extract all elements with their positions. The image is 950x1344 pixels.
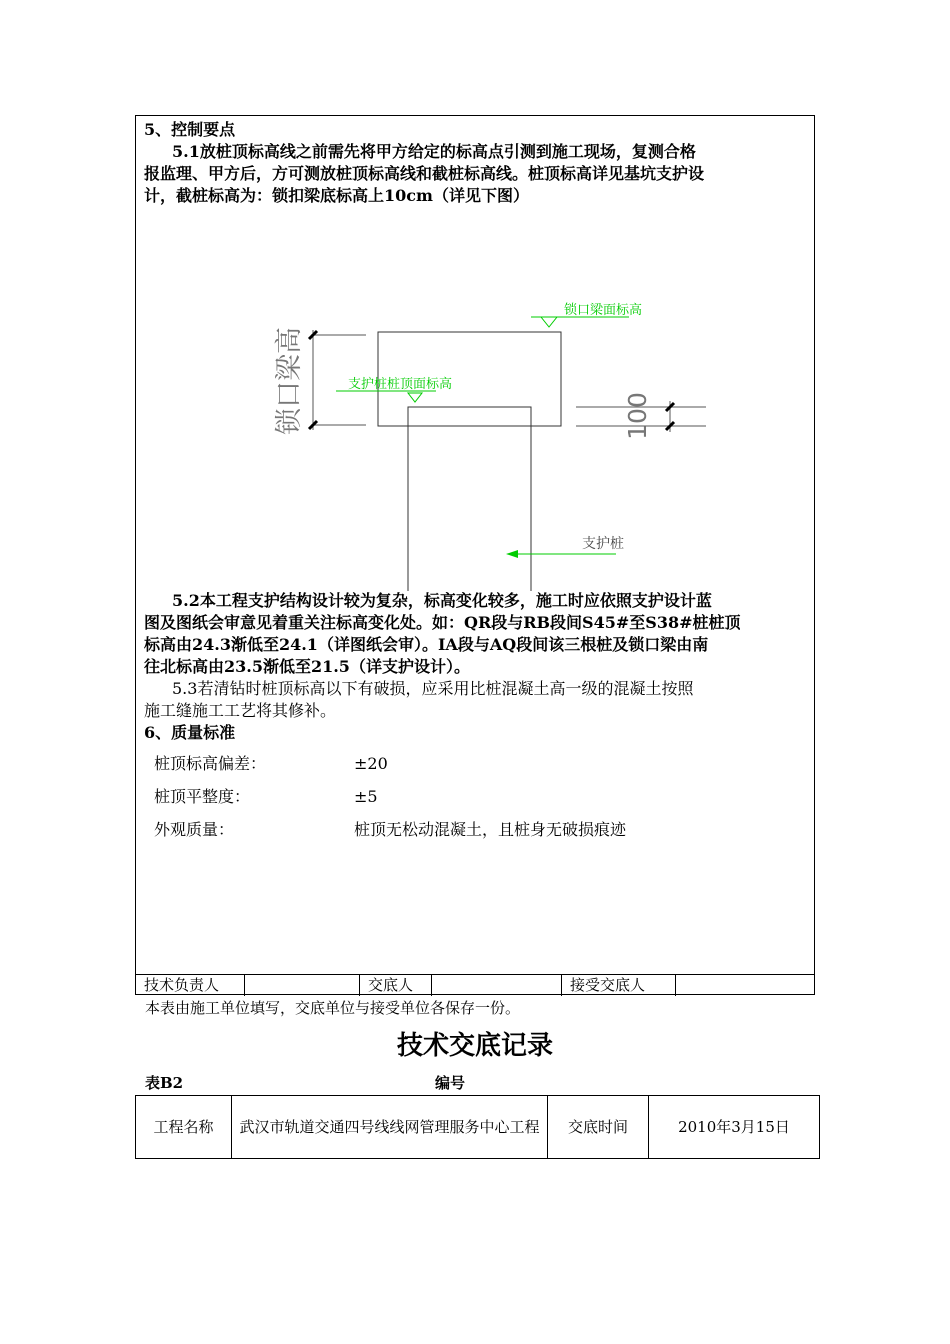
project-info-table <box>135 1095 820 1159</box>
pile-top-label: 支护桩桩顶面标高 <box>348 377 453 392</box>
section-6-heading: 6、质量标准 <box>144 723 236 742</box>
para-5-3-line-2: 施工缝施工工艺将其修补。 <box>144 701 337 720</box>
serial-number-label: 编号 <box>435 1074 466 1092</box>
footnote: 本表由施工单位填写，交底单位与接受单位各保存一份。 <box>145 999 521 1017</box>
pile-top-elevation-marker <box>408 393 422 402</box>
quality-item-label: 外观质量： <box>154 820 235 839</box>
para-5-1-line-1: 5.1放桩顶标高线之前需先将甲方给定的标高点引测到施工现场，复测合格 <box>172 142 696 161</box>
para-5-3-line-1: 5.3若清钻时桩顶标高以下有破损，应采用比桩混凝土高一级的混凝土按照 <box>172 679 694 698</box>
beam-top-label: 锁口梁面标高 <box>564 303 643 318</box>
pile-cut-elevation-diagram <box>236 206 756 591</box>
disclosure-date-value: 2010年3月15日 <box>649 1096 820 1159</box>
pile-leader-arrow <box>506 550 518 558</box>
project-name-value: 武汉市轨道交通四号线线网管理服务中心工程 <box>232 1096 548 1159</box>
para-5-2-line-4: 往北标高由23.5渐低至21.5（详支护设计）。 <box>144 657 470 676</box>
para-5-1-line-3: 计，截桩标高为：锁扣梁底标高上10cm（详见下图） <box>144 186 529 205</box>
project-name-label: 工程名称 <box>136 1096 232 1159</box>
table-number: 表B2 <box>145 1074 184 1092</box>
beam-top-elevation-marker <box>541 317 557 327</box>
signature-row <box>136 974 814 996</box>
form-title: 技术交底记录 <box>396 1031 553 1061</box>
disclosure-date-label: 交底时间 <box>548 1096 649 1159</box>
quality-item-label: 桩顶标高偏差： <box>154 754 267 773</box>
para-5-2-line-2: 图及图纸会审意见着重关注标高变化处。如：QR段与RB段间S45#至S38#桩桩顶 <box>144 613 741 632</box>
cut-dimension-label: 100 <box>623 392 652 440</box>
receiver-label: 接受交底人 <box>570 976 646 994</box>
presenter-label: 交底人 <box>368 976 414 994</box>
para-5-1-line-2: 报监理、甲方后，方可测放桩顶标高线和截桩标高线。桩顶标高详见基坑支护设 <box>144 164 705 183</box>
section-5-heading: 5、控制要点 <box>144 120 236 139</box>
disclosure-content-box <box>135 115 815 995</box>
quality-item-label: 桩顶平整度： <box>154 787 251 806</box>
pile-label: 支护桩 <box>582 536 624 552</box>
beam-height-label: 锁口梁高 <box>274 327 305 435</box>
quality-item-value: ±20 <box>354 754 388 773</box>
support-pile-body <box>408 407 531 591</box>
quality-item-value: ±5 <box>354 787 378 806</box>
para-5-2-line-1: 5.2本工程支护结构设计较为复杂，标高变化较多，施工时应依照支护设计蓝 <box>172 591 712 610</box>
tech-lead-label: 技术负责人 <box>144 976 220 994</box>
support-pile-outline <box>408 407 531 591</box>
quality-item-value: 桩顶无松动混凝土，且桩身无破损痕迹 <box>354 820 627 839</box>
para-5-2-line-3: 标高由24.3渐低至24.1（详图纸会审）。IA段与AQ段间该三根桩及锁口梁由南 <box>144 635 709 654</box>
